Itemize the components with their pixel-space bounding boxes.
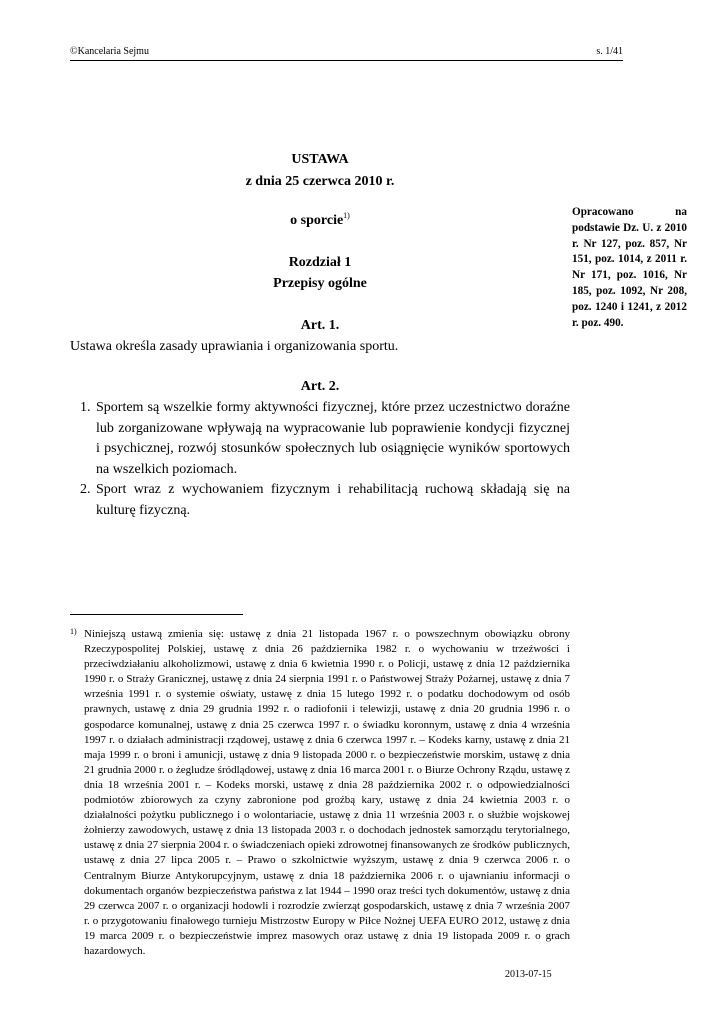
article-1-text: Ustawa określa zasady uprawiania i organizowania sportu. bbox=[70, 339, 399, 354]
act-date-heading: z dnia 25 czerwca 2010 r. bbox=[245, 174, 395, 189]
paragraph-text: Sportem są wszelkie formy aktywności fizycznej, które przez uczestnictwo doraźne lub zorganizowane wpływają na wypracowanie lub poprawienie kondycji fizycznej i psychicznej, rozwój stosunków społecznych lub osiągnięcie wyników sportowych na wszelkich poziomach. bbox=[96, 400, 570, 477]
footnote bbox=[70, 627, 570, 959]
paragraph-number: 1. bbox=[80, 400, 91, 415]
footnote-mark: 1) bbox=[70, 627, 77, 636]
footnote-text: Niniejszą ustawą zmienia się: ustawę z dnia 21 listopada 1967 r. o powszechnym obowiązku obrony Rzeczypospolitej Polskiej, ustawę z dnia 26 października 1982 r. o wychowaniu w trzeźwości i przeciwdziałaniu alkoholizmowi, ustawę z dnia 6 kwietnia 1990 r. o Policji, ustawę z dnia 12 października 1990 r. o Straży Granicznej, ustawę z dnia 24 sierpnia 1991 r. o Państwowej Straży Pożarnej, ustawę z dnia 7 września 1991 r. o systemie oświaty, ustawę z dnia 15 lutego 1992 r. o podatku dochodowym od osób prawnych, ustawę z dnia 29 grudnia 1992 r. o radiofonii i telewizji, ustawę z dnia 20 grudnia 1996 r. o gospodarce komunalnej, ustawę z dnia 25 czerwca 1997 r. o świadku koronnym, ustawę z dnia 4 września 1997 r. o działach administracji rządowej, ustawę z dnia 6 czerwca 1997 r. – Kodeks karny, ustawę z dnia 21 maja 1999 r. o broni i amunicji, ustawę z dnia 9 listopada 2000 r. o bezpieczeństwie morskim, ustawę z dnia 21 grudnia 2000 r. o żegludze śródlądowej, ustawę z dnia 16 marca 2001 r. o Biurze Ochrony Rządu, ustawę z dnia 18 września 2001 r. – Kodeks morski, ustawę z dnia 28 października 2002 r. o odpowiedzialności podmiotów zbiorowych za czyny zabronione pod groźbą kary, ustawę z dnia 24 kwietnia 2003 r. o działalności pożytku publicznego i o wolontariacie, ustawę z dnia 11 września 2003 r. o służbie wojskowej żołnierzy zawodowych, ustawę z dnia 13 listopada 2003 r. o dochodach jednostek samorządu terytorialnego, ustawę z dnia 27 sierpnia 2004 r. o świadczeniach opieki zdrowotnej finansowanych ze środków publicznych, ustawę z dnia 27 lipca 2005 r. – Prawo o szkolnictwie wyższym, ustawę z dnia 9 czerwca 2006 r. o Centralnym Biurze Antykorupcyjnym, ustawę z dnia 18 października 2006 r. o ujawnianiu informacji o dokumentach organów bezpieczeństwa państwa z lat 1944 – 1990 oraz treści tych dokumentów, ustawę z dnia 29 czerwca 2007 r. o organizacji hodowli i rozrodzie zwierząt gospodarskich, ustawę z dnia 7 września 2007 r. o przygotowaniu finałowego turnieju Mistrzostw Europy w Piłce Nożnej UEFA EURO 2012, ustawę z dnia 19 marca 2009 r. o bezpieczeństwie imprez masowych oraz ustawę z dnia 19 listopada 2009 r. o grach hazardowych. bbox=[84, 628, 570, 957]
article-2-heading: Art. 2. bbox=[300, 379, 340, 394]
page-header bbox=[70, 46, 623, 61]
footnote-reference[interactable]: 1) bbox=[343, 211, 350, 220]
paragraph-text: Sport wraz z wychowaniem fizycznym i rehabilitacją ruchową składają się na kulturę fizyczną. bbox=[96, 482, 570, 518]
margin-note-source: Opracowano na podstawie Dz. U. z 2010 r. Nr 127, poz. 857, Nr 151, poz. 1014, z 2011 r. Nr 171, poz. 1016, Nr 185, poz. 1092, Nr 208, poz. 1240 i 1241, z 2012 r. poz. 490. bbox=[572, 206, 687, 329]
chapter-title: Przepisy ogólne bbox=[273, 276, 367, 291]
act-type-heading: USTAWA bbox=[291, 152, 349, 167]
article-1-heading: Art. 1. bbox=[300, 318, 340, 333]
chapter-number: Rozdział 1 bbox=[288, 255, 352, 270]
publisher-label: ©Kancelaria Sejmu bbox=[70, 46, 149, 57]
act-subject-text: o sporcie bbox=[290, 213, 344, 228]
article-2-body bbox=[70, 398, 570, 522]
page-indicator: s. 1/41 bbox=[596, 46, 623, 57]
footnote-separator bbox=[70, 614, 243, 615]
article-2-paragraph bbox=[70, 398, 570, 480]
act-subject-heading bbox=[70, 211, 570, 229]
paragraph-number: 2. bbox=[80, 482, 91, 498]
footer-date: 2013-07-15 bbox=[505, 969, 552, 980]
article-2-paragraph bbox=[70, 480, 570, 521]
